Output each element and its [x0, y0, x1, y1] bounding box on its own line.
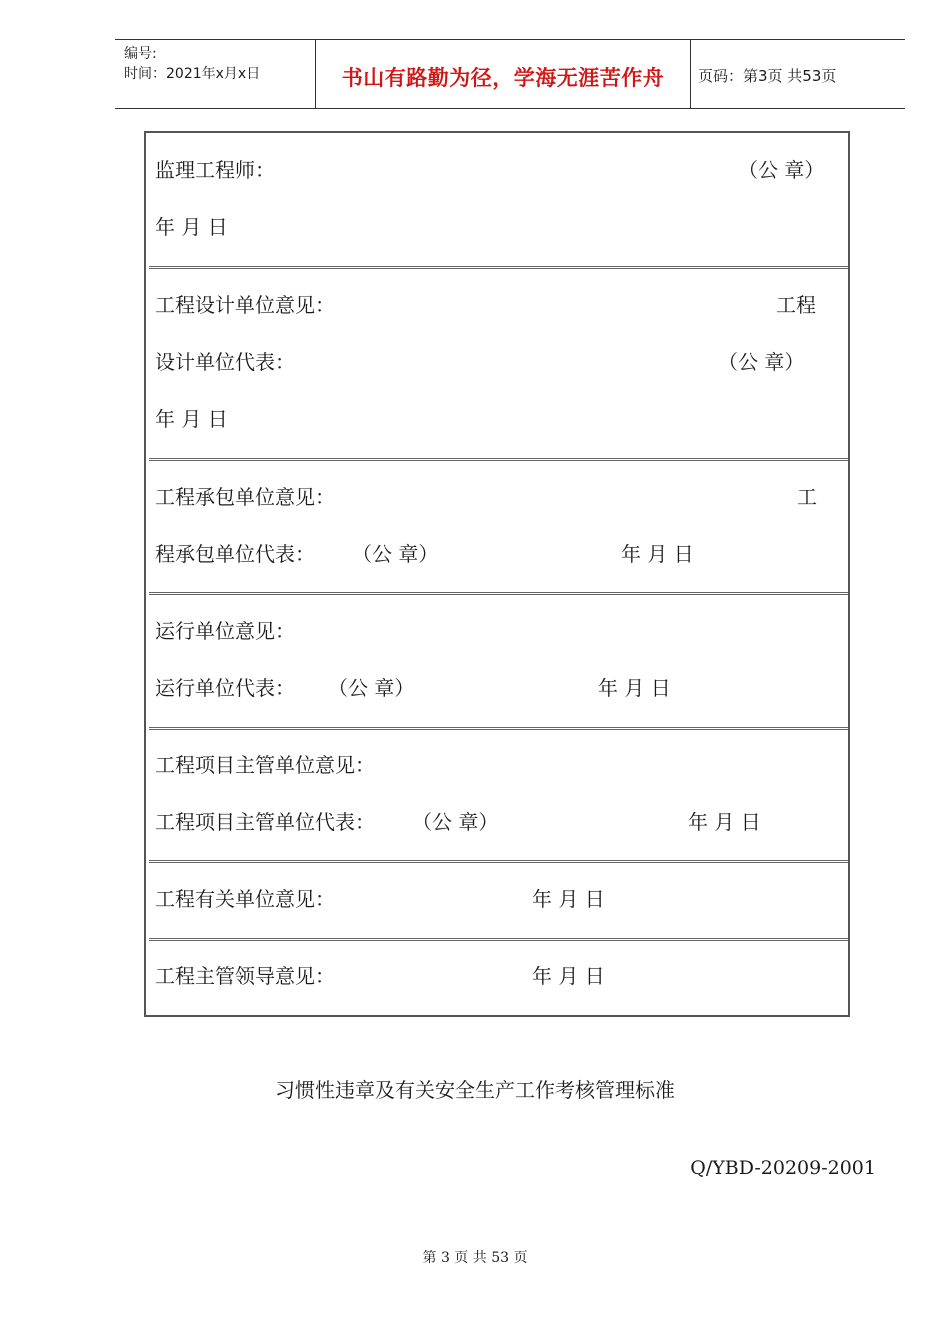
header-page-info: 页码：第3页 共53页 [698, 67, 837, 85]
row-divider [149, 266, 848, 269]
operation-unit-opinion-label: 运行单位意见： [155, 619, 295, 643]
contractor-date: 年 月 日 [621, 542, 694, 566]
supervisor-date: 年 月 日 [155, 215, 228, 239]
row-divider [149, 860, 848, 863]
contractor-seal: （公 章） [352, 542, 439, 566]
supervisor-seal: （公 章） [738, 158, 825, 182]
operation-unit-rep-label: 运行单位代表： [155, 676, 295, 700]
design-unit-date: 年 月 日 [155, 407, 228, 431]
project-authority-rep-label: 工程项目主管单位代表： [155, 810, 375, 834]
supervisor-label: 监理工程师： [155, 158, 275, 182]
related-units-opinion-label: 工程有关单位意见： [155, 887, 335, 911]
chief-leader-opinion-label: 工程主管领导意见： [155, 964, 335, 988]
row-divider [149, 727, 848, 730]
header-motto: 书山有路勤为径，学海无涯苦作舟 [341, 66, 665, 90]
operation-unit-seal: （公 章） [328, 676, 415, 700]
row-divider [149, 938, 848, 941]
chief-leader-date: 年 月 日 [532, 964, 605, 988]
row-divider [149, 592, 848, 595]
row-divider [149, 458, 848, 461]
approval-form-table [144, 131, 850, 1017]
page-header [115, 39, 905, 109]
header-right-cell [690, 40, 905, 108]
document-number-label: 编号: [124, 46, 157, 62]
document-title: 习惯性违章及有关安全生产工作考核管理标准 [275, 1078, 675, 1102]
design-unit-rep-label: 设计单位代表： [155, 350, 295, 374]
project-authority-seal: （公 章） [412, 810, 499, 834]
document-time-label: 时间：2021年x月x日 [124, 66, 261, 82]
contractor-rep-label: 程承包单位代表： [155, 542, 315, 566]
document-code: Q/YBD-20209-2001 [690, 1157, 876, 1179]
related-units-date: 年 月 日 [532, 887, 605, 911]
header-middle-cell [315, 40, 691, 108]
design-unit-opinion-label: 工程设计单位意见： [155, 293, 335, 317]
design-unit-opinion-tail: 工程 [776, 293, 816, 317]
header-left-cell [115, 40, 315, 108]
operation-unit-date: 年 月 日 [598, 676, 671, 700]
page-footer: 第 3 页 共 53 页 [422, 1250, 528, 1266]
project-authority-opinion-label: 工程项目主管单位意见： [155, 753, 375, 777]
contractor-opinion-label: 工程承包单位意见： [155, 485, 335, 509]
contractor-opinion-tail: 工 [797, 485, 817, 509]
project-authority-date: 年 月 日 [688, 810, 761, 834]
design-unit-seal: （公 章） [718, 350, 805, 374]
